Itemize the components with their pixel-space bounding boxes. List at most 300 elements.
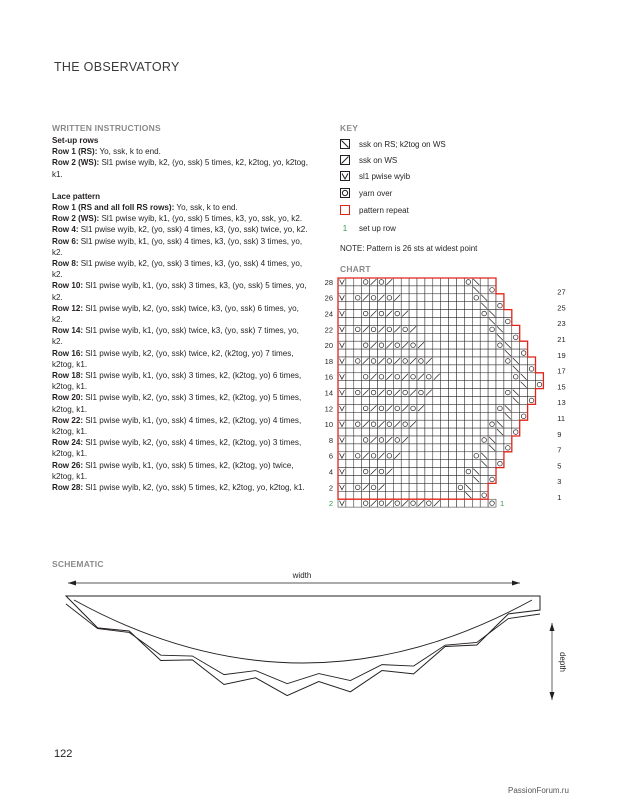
chart-cell: [354, 491, 362, 499]
chart-cell: [472, 436, 480, 444]
chart-cell: [354, 310, 362, 318]
chart-cell: [354, 357, 362, 365]
chart-cell: [457, 412, 465, 420]
chart-cell: [370, 302, 378, 310]
chart-cell: [401, 412, 409, 420]
chart-cell: [520, 349, 528, 357]
chart-cell: [409, 476, 417, 484]
chart-cell: [528, 357, 536, 365]
chart-cell: [378, 444, 386, 452]
chart-cell: [417, 444, 425, 452]
chart-cell: [457, 365, 465, 373]
chart-cell: [417, 491, 425, 499]
chart-cell: [401, 365, 409, 373]
chart-cell: [385, 357, 393, 365]
section-title: THE OBSERVATORY: [54, 60, 180, 74]
chart-cell: [417, 333, 425, 341]
key-label: pattern repeat: [359, 205, 409, 215]
chart-cell: [409, 365, 417, 373]
chart-cell: [417, 389, 425, 397]
chart-cell: [354, 468, 362, 476]
chart-cell: [472, 357, 480, 365]
chart-cell: [346, 420, 354, 428]
chart-cell: [370, 444, 378, 452]
chart-cell: [441, 428, 449, 436]
chart-cell: [393, 310, 401, 318]
chart-cell: [393, 278, 401, 286]
chart-cell: [425, 278, 433, 286]
chart-cell: [449, 452, 457, 460]
chart-cell: [362, 286, 370, 294]
chart-cell: [370, 452, 378, 460]
chart-cell: [480, 310, 488, 318]
chart-cell: [488, 357, 496, 365]
chart-cell: [480, 491, 488, 499]
chart-cell: [433, 278, 441, 286]
chart-cell: [354, 428, 362, 436]
chart-cell: [346, 373, 354, 381]
chart-cell: [346, 436, 354, 444]
chart-cell: [346, 325, 354, 333]
chart-cell: [346, 428, 354, 436]
chart-cell: [472, 310, 480, 318]
chart-cell: [480, 325, 488, 333]
chart-cell: [480, 397, 488, 405]
chart-cell: [520, 397, 528, 405]
chart-cell: [488, 302, 496, 310]
chart-cell: [441, 294, 449, 302]
row-number-left: 2: [328, 483, 333, 493]
key-label: sl1 pwise wyib: [359, 171, 411, 181]
chart-cell: [409, 397, 417, 405]
row-number-left: 22: [324, 325, 333, 335]
chart-cell: [346, 468, 354, 476]
chart-cell: [441, 468, 449, 476]
chart-cell: [441, 349, 449, 357]
row-label: Row 6:: [52, 236, 79, 246]
chart-cell: [488, 333, 496, 341]
chart-cell: [354, 302, 362, 310]
chart-cell: [441, 302, 449, 310]
chart-cell: [472, 420, 480, 428]
chart-cell: [346, 286, 354, 294]
chart-cell: [457, 357, 465, 365]
row-text: Sl1 pwise wyib, k2, (yo, ssk) 4 times, k3, (yo, ssk) twice, yo, k2.: [78, 225, 308, 235]
chart-cell: [338, 333, 346, 341]
chart-cell: [449, 389, 457, 397]
chart-cell: [393, 349, 401, 357]
chart-cell: [457, 325, 465, 333]
lace-heading: Lace pattern: [52, 191, 101, 201]
chart-cell: [441, 325, 449, 333]
chart-cell: [409, 404, 417, 412]
chart-cell: [362, 373, 370, 381]
chart-cell: [338, 381, 346, 389]
chart-cell: [504, 381, 512, 389]
chart-cell: [417, 483, 425, 491]
instruction-row: [52, 437, 310, 459]
chart-cell: [457, 436, 465, 444]
chart-cell: [425, 286, 433, 294]
chart-cell: [457, 468, 465, 476]
chart-cell: [425, 444, 433, 452]
chart-cell: [504, 436, 512, 444]
instruction-row: [52, 415, 310, 437]
row-label: Row 16:: [52, 348, 84, 358]
chart-cell: [401, 389, 409, 397]
chart-cell: [504, 365, 512, 373]
chart-cell: [401, 349, 409, 357]
chart-cell: [425, 483, 433, 491]
chart-cell: [464, 357, 472, 365]
chart-cell: [409, 349, 417, 357]
instruction-row: [52, 236, 310, 258]
chart-cell: [488, 286, 496, 294]
chart-cell: [528, 373, 536, 381]
chart-cell: [449, 349, 457, 357]
chart-cell: [449, 436, 457, 444]
chart-cell: [472, 491, 480, 499]
chart-cell: [346, 310, 354, 318]
chart-cell: [472, 318, 480, 326]
chart-cell: [480, 286, 488, 294]
chart-cell: [409, 341, 417, 349]
chart-cell: [370, 325, 378, 333]
chart-cell: [441, 483, 449, 491]
chart-cell: [441, 389, 449, 397]
chart-cell: [488, 468, 496, 476]
chart-cell: [362, 468, 370, 476]
row-number-right: 1: [557, 492, 562, 502]
setup-heading: Set-up rows: [52, 136, 99, 145]
chart-cell: [504, 428, 512, 436]
chart-cell: [528, 381, 536, 389]
row-label: Row 18:: [52, 371, 84, 381]
instruction-row: [52, 213, 310, 224]
chart-cell: [354, 286, 362, 294]
chart-cell: [480, 412, 488, 420]
chart-cell: [472, 381, 480, 389]
chart-cell: [378, 476, 386, 484]
chart-cell: [378, 278, 386, 286]
chart-cell: [385, 460, 393, 468]
chart-cell: [472, 333, 480, 341]
chart-cell: [488, 404, 496, 412]
chart-cell: [512, 341, 520, 349]
chart-cell: [433, 318, 441, 326]
chart-cell: [401, 333, 409, 341]
chart-cell: [520, 412, 528, 420]
chart-cell: [425, 397, 433, 405]
row-label: Row 12:: [52, 303, 84, 313]
chart-cell: [362, 381, 370, 389]
chart-cell: [385, 444, 393, 452]
chart-cell: [393, 476, 401, 484]
written-instructions: [52, 135, 310, 493]
chart-cell: [354, 444, 362, 452]
chart-cell: [464, 389, 472, 397]
row-number-right: 9: [557, 429, 562, 439]
chart-cell: [496, 349, 504, 357]
chart-cell: [441, 452, 449, 460]
chart-cell: [457, 294, 465, 302]
chart-cell: [464, 420, 472, 428]
setup-row-number-right: 1: [500, 499, 505, 509]
chart-cell: [354, 476, 362, 484]
chart-cell: [417, 381, 425, 389]
row-label: Row 22:: [52, 415, 84, 425]
chart-cell: [433, 397, 441, 405]
chart-cell: [409, 444, 417, 452]
row-number-left: 24: [324, 309, 333, 319]
chart-cell: [480, 420, 488, 428]
chart-cell: [385, 491, 393, 499]
row-label: Row 14:: [52, 326, 84, 336]
chart-cell: [370, 491, 378, 499]
chart-cell: [401, 325, 409, 333]
chart-cell: [401, 483, 409, 491]
key-item-k2tog: [340, 154, 397, 166]
chart-cell: [457, 404, 465, 412]
chart-cell: [496, 397, 504, 405]
chart-cell: [362, 436, 370, 444]
chart-cell: [346, 499, 354, 507]
row-text: Sl1 pwise wyib, k1, (yo, ssk) 4 times, k3, (yo, ssk) 3 times, yo, k2.: [52, 236, 303, 257]
chart-cell: [417, 452, 425, 460]
chart-cell: [338, 476, 346, 484]
chart-cell: [385, 349, 393, 357]
chart-cell: [488, 325, 496, 333]
chart-cell: [433, 483, 441, 491]
chart-cell: [457, 499, 465, 507]
chart-cell: [449, 483, 457, 491]
chart-cell: [393, 286, 401, 294]
instruction-row: [52, 370, 310, 392]
chart-cell: [464, 310, 472, 318]
chart-cell: [441, 460, 449, 468]
chart-cell: [346, 452, 354, 460]
chart-cell: [378, 412, 386, 420]
chart-cell: [480, 436, 488, 444]
chart-cell: [370, 318, 378, 326]
chart-cell: [417, 325, 425, 333]
chart-cell: [425, 310, 433, 318]
chart-cell: [393, 397, 401, 405]
chart-cell: [370, 483, 378, 491]
chart-cell: [354, 460, 362, 468]
chart-cell: [512, 428, 520, 436]
chart-cell: [464, 468, 472, 476]
chart-cell: [393, 499, 401, 507]
chart-cell: [441, 491, 449, 499]
chart-cell: [417, 476, 425, 484]
chart-cell: [449, 373, 457, 381]
chart-cell: [425, 318, 433, 326]
chart-cell: [457, 333, 465, 341]
chart-cell: [362, 444, 370, 452]
chart-cell: [409, 302, 417, 310]
chart-cell: [449, 397, 457, 405]
chart-cell: [441, 476, 449, 484]
chart-cell: [338, 302, 346, 310]
chart-cell: [449, 428, 457, 436]
chart-cell: [441, 318, 449, 326]
row-text: Sl1 pwise wyib, k2, (yo, ssk) 4 times, k2, (k2tog, yo) 3 times, k2tog, k1.: [52, 438, 302, 459]
chart-cell: [401, 278, 409, 286]
chart-cell: [496, 389, 504, 397]
chart-cell: [472, 294, 480, 302]
chart-cell: [504, 420, 512, 428]
chart-cell: [346, 404, 354, 412]
chart-cell: [393, 491, 401, 499]
chart-cell: [449, 310, 457, 318]
chart-cell: [441, 278, 449, 286]
chart-cell: [496, 373, 504, 381]
chart-cell: [496, 310, 504, 318]
row-number-right: 15: [557, 382, 566, 392]
chart-cell: [354, 349, 362, 357]
chart-cell: [480, 278, 488, 286]
row-number-left: 20: [324, 341, 333, 351]
chart-cell: [417, 294, 425, 302]
chart-cell: [393, 404, 401, 412]
chart-cell: [433, 452, 441, 460]
chart-cell: [346, 460, 354, 468]
chart-cell: [378, 436, 386, 444]
chart-cell: [433, 420, 441, 428]
chart-cell: [417, 420, 425, 428]
row-number-right: 21: [557, 334, 566, 344]
chart-cell: [362, 491, 370, 499]
chart-cell: [433, 349, 441, 357]
chart-cell: [449, 381, 457, 389]
chart-cell: [385, 397, 393, 405]
inner-zigzag: [66, 604, 540, 684]
chart-cell: [417, 365, 425, 373]
chart-cell: [464, 325, 472, 333]
chart-cell: [354, 483, 362, 491]
chart-cell: [472, 373, 480, 381]
yarn-over-icon: [340, 188, 350, 198]
row-number-left: 12: [324, 404, 333, 414]
chart-cell: [417, 412, 425, 420]
chart-cell: [504, 333, 512, 341]
chart-cell: [488, 381, 496, 389]
chart-cell: [354, 381, 362, 389]
chart-cell: [464, 373, 472, 381]
chart-cell: [378, 341, 386, 349]
knitting-chart: [316, 274, 566, 524]
depth-label: depth: [558, 651, 567, 673]
schematic-diagram: [40, 566, 580, 706]
chart-cell: [346, 294, 354, 302]
chart-cell: [488, 294, 496, 302]
chart-cell: [472, 365, 480, 373]
chart-cell: [441, 373, 449, 381]
chart-cell: [441, 436, 449, 444]
chart-cell: [378, 491, 386, 499]
chart-cell: [464, 428, 472, 436]
key-heading: KEY: [340, 123, 359, 133]
chart-cell: [433, 476, 441, 484]
row-number-right: 5: [557, 461, 562, 471]
chart-cell: [496, 294, 504, 302]
chart-cell: [417, 468, 425, 476]
chart-cell: [378, 373, 386, 381]
chart-cell: [425, 428, 433, 436]
chart-cell: [393, 483, 401, 491]
row-number-left: 16: [324, 372, 333, 382]
chart-cell: [433, 389, 441, 397]
chart-cell: [472, 349, 480, 357]
chart-cell: [520, 365, 528, 373]
chart-cell: [378, 333, 386, 341]
chart-cell: [472, 341, 480, 349]
k2tog-icon: [340, 155, 350, 165]
chart-cell: [457, 444, 465, 452]
chart-cell: [472, 428, 480, 436]
chart-cell: [488, 278, 496, 286]
chart-cell: [449, 286, 457, 294]
chart-cell: [472, 397, 480, 405]
chart-cell: [362, 333, 370, 341]
chart-cell: [409, 333, 417, 341]
chart-cell: [354, 341, 362, 349]
chart-cell: [488, 341, 496, 349]
chart-cell: [417, 460, 425, 468]
chart-cell: [425, 491, 433, 499]
chart-cell: [346, 302, 354, 310]
chart-cell: [417, 310, 425, 318]
row-number-left: 10: [324, 420, 333, 430]
chart-cell: [354, 404, 362, 412]
width-arrow-head-left: [68, 581, 76, 586]
chart-cell: [504, 397, 512, 405]
chart-cell: [417, 302, 425, 310]
chart-cell: [504, 373, 512, 381]
row-text: Sl1 pwise wyib, k1, (yo, ssk) 5 times, k3, yo, ssk, yo, k2.: [99, 214, 303, 224]
chart-cell: [472, 444, 480, 452]
chart-cell: [457, 428, 465, 436]
key-label: yarn over: [359, 188, 393, 198]
chart-cell: [354, 365, 362, 373]
chart-cell: [401, 452, 409, 460]
chart-cell: [370, 460, 378, 468]
chart-cell: [417, 397, 425, 405]
chart-cell: [354, 325, 362, 333]
chart-cell: [512, 381, 520, 389]
row-text: Yo, ssk, k to end.: [97, 147, 161, 157]
chart-cell: [346, 365, 354, 373]
chart-cell: [338, 397, 346, 405]
chart-cell: [480, 389, 488, 397]
key-item-ssk: [340, 138, 446, 150]
chart-cell: [457, 286, 465, 294]
chart-cell: [425, 381, 433, 389]
chart-cell: [338, 444, 346, 452]
row-label: Row 10:: [52, 281, 84, 291]
chart-cell: [354, 333, 362, 341]
instruction-row: [52, 202, 310, 213]
chart-cell: [449, 325, 457, 333]
chart-cell: [433, 325, 441, 333]
chart-cell: [338, 491, 346, 499]
chart-cell: [480, 483, 488, 491]
row-label: Row 1 (RS):: [52, 147, 98, 157]
chart-cell: [433, 468, 441, 476]
chart-cell: [441, 444, 449, 452]
chart-cell: [488, 428, 496, 436]
